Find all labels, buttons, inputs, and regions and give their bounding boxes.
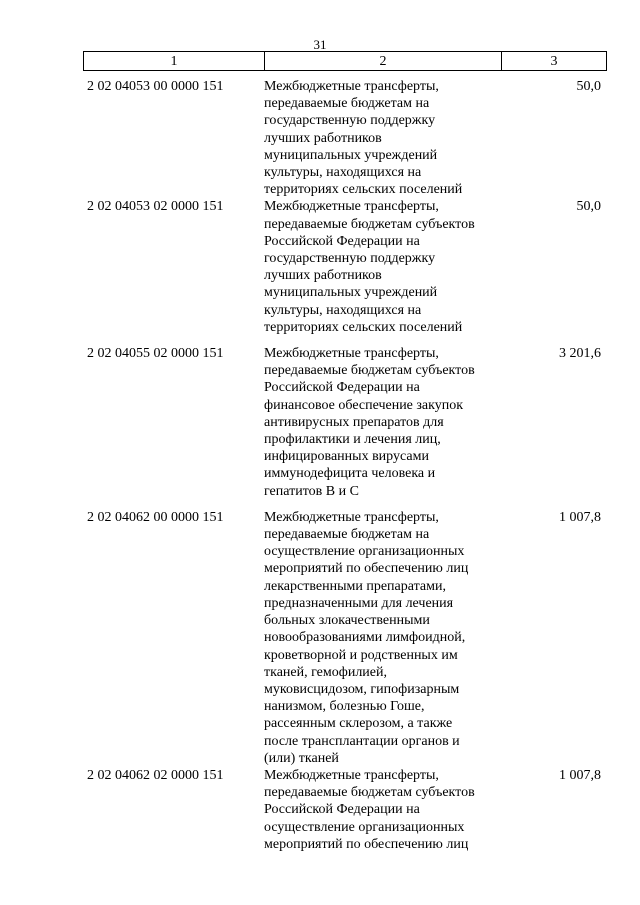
description-line: Российской Федерации на — [264, 233, 420, 249]
description-line: передаваемые бюджетам субъектов — [264, 363, 475, 379]
description-line: иммунодефицита человека и — [264, 466, 436, 482]
description-line: лучших работников — [264, 130, 382, 146]
description-line: осуществление организационных — [264, 544, 465, 560]
description-line: нанизмом, болезнью Гоше, — [264, 699, 425, 715]
description-line: лучших работников — [264, 268, 382, 284]
description-line: после трансплантации органов и — [264, 733, 460, 749]
table-row — [0, 767, 640, 853]
page-number: 31 — [313, 37, 327, 52]
budget-description — [264, 767, 494, 853]
description-line: антивирусных препаратов для — [264, 414, 444, 430]
budget-description — [264, 509, 494, 767]
description-line: Российской Федерации на — [264, 802, 420, 818]
description-line: Межбюджетные трансферты, — [264, 79, 439, 94]
table-row — [0, 78, 640, 198]
budget-table-body — [0, 78, 640, 853]
description-line: больных злокачественными — [264, 613, 430, 629]
column-header-row — [84, 52, 607, 71]
table-row — [0, 198, 640, 336]
description-line: Межбюджетные трансферты, — [264, 509, 439, 525]
description-line: передаваемые бюджетам субъектов — [264, 216, 475, 232]
description-line: Межбюджетные трансферты, — [264, 767, 439, 783]
description-line: территориях сельских поселений — [264, 319, 463, 335]
column-header-table — [83, 51, 607, 71]
description-line: финансовое обеспечение закупок — [264, 397, 464, 413]
description-line: мероприятий по обеспечению лиц — [264, 561, 469, 577]
description-line: передаваемые бюджетам субъектов — [264, 785, 475, 801]
table-row — [0, 509, 640, 767]
budget-description — [264, 345, 494, 500]
budget-amount: 50,0 — [576, 199, 601, 215]
description-line: (или) тканей — [264, 750, 339, 766]
column-header-3: 3 — [502, 52, 607, 71]
description-line: государственную поддержку — [264, 251, 436, 267]
description-line: муниципальных учреждений — [264, 147, 438, 163]
description-line: новообразованиями лимфоидной, — [264, 630, 466, 646]
budget-description — [264, 198, 494, 336]
description-line: передаваемые бюджетам на — [264, 96, 430, 112]
description-line: государственную поддержку — [264, 113, 436, 129]
description-line: тканей, гемофилией, — [264, 664, 387, 680]
budget-amount: 3 201,6 — [559, 346, 601, 362]
description-line: инфицированных вирусами — [264, 449, 429, 465]
description-line: культуры, находящихся на — [264, 165, 422, 181]
description-line: кроветворной и родственных им — [264, 647, 458, 663]
description-line: гепатитов В и С — [264, 483, 359, 499]
description-line: рассеянным склерозом, а также — [264, 716, 453, 732]
description-line: территориях сельских поселений — [264, 182, 463, 198]
column-header-1: 1 — [84, 52, 265, 71]
budget-amount: 1 007,8 — [559, 509, 601, 525]
budget-description — [264, 78, 494, 198]
description-line: Российской Федерации на — [264, 380, 420, 396]
description-line: Межбюджетные трансферты, — [264, 346, 439, 362]
description-line: Межбюджетные трансферты, — [264, 199, 439, 215]
column-header-2: 2 — [265, 52, 502, 71]
description-line: осуществление организационных — [264, 819, 465, 835]
description-line: культуры, находящихся на — [264, 302, 422, 318]
description-line: лекарственными препаратами, — [264, 578, 446, 594]
table-row — [0, 345, 640, 500]
description-line: профилактики и лечения лиц, — [264, 432, 441, 448]
budget-code: 2 02 04062 00 0000 151 — [87, 509, 224, 525]
description-line: передаваемые бюджетам на — [264, 527, 430, 543]
budget-amount: 1 007,8 — [559, 767, 601, 783]
budget-code: 2 02 04055 02 0000 151 — [87, 346, 224, 362]
budget-amount: 50,0 — [576, 79, 601, 94]
description-line: предназначенными для лечения — [264, 595, 454, 611]
budget-code: 2 02 04062 02 0000 151 — [87, 767, 224, 783]
budget-code: 2 02 04053 02 0000 151 — [87, 199, 224, 215]
description-line: муниципальных учреждений — [264, 285, 438, 301]
budget-code: 2 02 04053 00 0000 151 — [87, 79, 224, 94]
description-line: мероприятий по обеспечению лиц — [264, 836, 469, 852]
description-line: муковисцидозом, гипофизарным — [264, 681, 460, 697]
